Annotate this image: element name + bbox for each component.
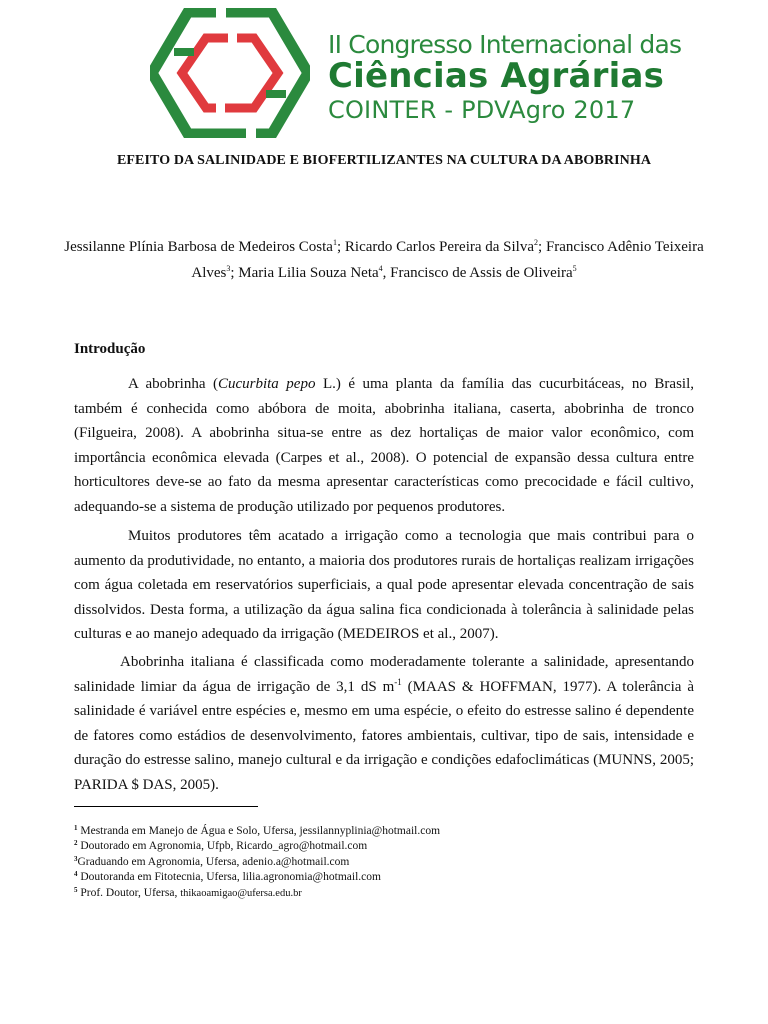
unit-exponent: -1 bbox=[394, 676, 402, 687]
footnote-text: Mestranda em Manejo de Água e Solo, Ufersa, jessilannyplinia@hotmail.com bbox=[77, 825, 441, 837]
author-name: Maria Lilia Souza Neta bbox=[238, 265, 379, 281]
conference-line-1: II Congresso Internacional das bbox=[328, 30, 682, 59]
footnote-text: Doutorado em Agronomia, Ufpb, Ricardo_agro@hotmail.com bbox=[77, 840, 368, 853]
footnote-separator bbox=[74, 806, 258, 807]
footnote-mark: 1 bbox=[74, 824, 78, 832]
footnote-text: Doutoranda em Fitotecnia, Ufersa, lilia.agronomia@hotmail.com bbox=[77, 871, 381, 884]
footnote-mark: 3 bbox=[74, 854, 78, 863]
paragraph-3 bbox=[74, 650, 694, 798]
footnote bbox=[74, 824, 440, 839]
author-mark: 2 bbox=[534, 238, 539, 247]
footnote bbox=[74, 870, 440, 885]
paragraph-1 bbox=[74, 372, 694, 520]
paragraph-text: A abobrinha ( bbox=[128, 376, 218, 392]
footnote-mark: 4 bbox=[74, 870, 78, 879]
footnote-text: Prof. Doutor, Ufersa, bbox=[77, 886, 181, 899]
paragraph-2: Muitos produtores têm acatado a irrigação como a tecnologia que mais contribui para o aumento da produtividade, no entanto, a maioria dos produtores rurais de hortaliças realizam irrigações com água coletada em reservatórios superficiais, a qual pode apresentar elevada concentração de sais dissolvidos. Desta forma, a utilização da água salina fica condicionada à tolerância à salinidade pelas culturas e ao manejo adequado da irrigação (MEDEIROS et al., 2007). bbox=[74, 528, 694, 643]
footnote bbox=[74, 886, 440, 901]
footnote bbox=[74, 839, 440, 854]
footnote-mark: 2 bbox=[74, 839, 78, 848]
author-mark: 3 bbox=[226, 264, 231, 273]
footnotes bbox=[74, 824, 440, 901]
footnote-mark: 5 bbox=[74, 885, 78, 894]
author-name: Francisco Adênio Teixeira Alves bbox=[191, 239, 704, 281]
paragraph-text: Abobrinha italiana é classificada como moderadamente tolerante a salinidade, apresentando salinidade limiar da água de irrigação de 3,1 dS m bbox=[74, 654, 694, 695]
author-mark: 5 bbox=[572, 264, 577, 273]
cointer-hexagon-logo-icon bbox=[150, 8, 310, 138]
conference-line-2: Ciências Agrárias bbox=[328, 56, 665, 96]
author-name: Jessilanne Plínia Barbosa de Medeiros Costa bbox=[64, 239, 333, 255]
section-heading: Introdução bbox=[74, 341, 146, 357]
conference-header bbox=[150, 8, 682, 138]
author-name: Ricardo Carlos Pereira da Silva bbox=[344, 239, 535, 255]
author-mark: 4 bbox=[378, 264, 383, 273]
conference-line-3: COINTER - PDVAgro 2017 bbox=[328, 96, 636, 124]
author-name: Francisco de Assis de Oliveira bbox=[390, 265, 573, 281]
author-mark: 1 bbox=[332, 238, 337, 247]
footnote bbox=[74, 855, 440, 870]
footnote-text: Graduando em Agronomia, Ufersa, adenio.a@hotmail.com bbox=[77, 855, 350, 868]
species-name: Cucurbita pepo bbox=[217, 376, 316, 392]
author-list: Jessilanne Plínia Barbosa de Medeiros Costa$^1$; Ricardo Carlos Pereira da Silva$^2$; Francisco Adênio Teixeira Alves$^3$; Maria Lilia Souza Neta$^4$, Francisco de Assis de Oliveira$^5$ bbox=[64, 238, 704, 281]
paragraph-text: (MAAS & HOFFMAN, 1977). A tolerância à salinidade é variável entre espécies e, mesmo em uma espécie, o efeito do estresse salino é dependente de fatores como estádios de desenvolvimento, fatores ambientais, cultivar, tipo de sais, intensidade e duração do estresse salino, manejo cultural e da irrigação e condições edafoclimáticas (MUNNS, 2005; PARIDA $ DAS, 2005). bbox=[74, 678, 694, 793]
paper-title: EFEITO DA SALINIDADE E BIOFERTILIZANTES NA CULTURA DA ABOBRINHA bbox=[116, 153, 652, 168]
footnote-email: thikaoamigao@ufersa.edu.br bbox=[180, 887, 302, 899]
paragraph-text: L.) é uma planta da família das cucurbitáceas, no Brasil, também é conhecida como abóbora de moita, abobrinha italiana, caserta, abobrinha de tronco (Filgueira, 2008). A abobrinha situa-se entre as dez hortaliças de maior valor econômico, com importância econômica elevada (Carpes et al., 2008). O potencial de expansão dessa cultura entre horticultores deve-se ao fato da mesma apresentar características como precocidade e fácil cultivo, adequando-se a sistema de produção utilizado por pequenos produtores. bbox=[74, 376, 694, 515]
